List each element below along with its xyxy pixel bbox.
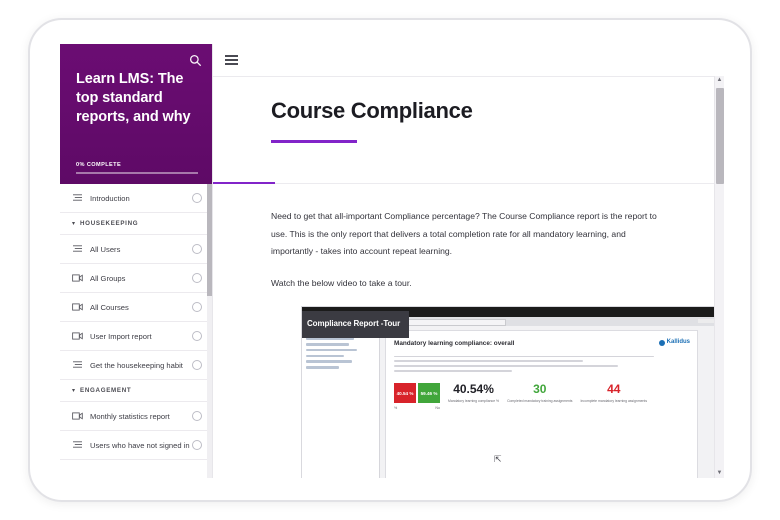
text-lines-icon xyxy=(72,356,83,374)
kallidus-logo xyxy=(659,336,690,348)
sidebar-item-label: User Import report xyxy=(90,331,152,341)
screen xyxy=(60,44,724,478)
sidebar-item-user-import-report[interactable] xyxy=(60,322,212,351)
completion-circle xyxy=(192,360,202,370)
report-tree-panel xyxy=(302,326,380,478)
progress-track xyxy=(76,172,198,174)
video-embed[interactable] xyxy=(301,306,724,478)
course-title: Learn LMS: The top standard reports, and why xyxy=(76,71,191,126)
sidebar-item-label: Monthly statistics report xyxy=(90,411,170,421)
report-panel xyxy=(385,330,698,478)
completion-circle xyxy=(192,273,202,283)
bar-axis-label-2: No xyxy=(435,406,440,411)
sidebar-item-label: Get the housekeeping habit xyxy=(90,360,183,370)
report-heading: Mandatory learning compliance: overall xyxy=(394,340,515,348)
sidebar-nav xyxy=(60,184,212,460)
body-paragraph-2: Watch the below video to take a tour. xyxy=(271,277,412,288)
content-scrollbar[interactable] xyxy=(714,76,724,478)
sidebar-item-label: Users who have not signed in xyxy=(90,440,190,450)
completion-circle xyxy=(192,302,202,312)
sidebar-item-all-groups[interactable] xyxy=(60,264,212,293)
page-title: Course Compliance xyxy=(271,98,473,123)
stat-incomplete xyxy=(580,383,647,404)
sidebar-item-monthly-statistics-report[interactable] xyxy=(60,402,212,431)
report-stats-row xyxy=(394,383,689,412)
body-paragraph-1: Need to get that all-important Compliance percentage? The Course Compliance report is the report to use. This is the only report that delivers a total completion rate for all mandatory learning, and importantly - takes into account repeat learning. xyxy=(271,211,657,257)
chevron-down-icon: ▾ xyxy=(72,221,76,227)
completion-circle xyxy=(192,411,202,421)
stat-value: 30 xyxy=(533,382,547,397)
sidebar-item-label: All Groups xyxy=(90,273,126,283)
course-sidebar xyxy=(60,44,212,478)
stat-compliance-percent xyxy=(448,383,499,404)
stat-caption: Incomplete mandatory learning assignments xyxy=(580,399,648,404)
completion-circle xyxy=(192,331,202,341)
tablet-frame xyxy=(28,18,752,502)
video-title-tooltip: Compliance Report -Tour xyxy=(301,311,409,337)
title-underline xyxy=(271,140,357,143)
content-scrollbar-thumb[interactable] xyxy=(716,88,724,184)
content-topbar xyxy=(213,44,724,77)
completion-circle xyxy=(192,244,202,254)
sidebar-header xyxy=(60,44,212,184)
mouse-cursor-icon: ⇱ xyxy=(494,454,502,464)
embedded-app xyxy=(302,326,724,478)
bar-compliant: 59.46 % xyxy=(418,383,440,403)
bar-noncompliant: 40.54 % xyxy=(394,383,416,403)
sidebar-section-housekeeping[interactable] xyxy=(60,213,212,235)
sidebar-section-engagement[interactable] xyxy=(60,380,212,402)
kallidus-wordmark: Kallidus xyxy=(666,339,690,346)
video-icon xyxy=(72,269,83,287)
video-icon xyxy=(72,407,83,425)
sidebar-item-label: Introduction xyxy=(90,193,130,203)
sidebar-item-all-courses[interactable] xyxy=(60,293,212,322)
sidebar-item-all-users[interactable] xyxy=(60,235,212,264)
stat-completed xyxy=(507,383,572,404)
main-content xyxy=(212,44,724,478)
completion-circle xyxy=(192,440,202,450)
chevron-down-icon: ▾ xyxy=(72,388,76,394)
stat-value: 44 xyxy=(607,382,621,397)
sidebar-item-introduction[interactable] xyxy=(60,184,212,213)
sidebar-section-label: ENGAGEMENT xyxy=(80,387,132,394)
bar-axis-label-1: % xyxy=(394,406,398,411)
stat-caption: Mandatory learning compliance % xyxy=(448,399,500,404)
page-header xyxy=(213,76,724,184)
scroll-up-arrow-icon[interactable]: ▲ xyxy=(716,77,723,83)
sidebar-section-label: HOUSEKEEPING xyxy=(80,220,139,227)
completion-circle xyxy=(192,193,202,203)
sidebar-item-users-not-signed-in[interactable] xyxy=(60,431,212,460)
scroll-down-arrow-icon[interactable]: ▼ xyxy=(716,470,723,476)
content-scroll-area xyxy=(213,76,724,478)
sidebar-item-housekeeping-habit[interactable] xyxy=(60,351,212,380)
text-lines-icon xyxy=(72,189,83,207)
header-accent-bar xyxy=(213,182,275,184)
progress-label: 0% COMPLETE xyxy=(76,162,122,168)
page-body xyxy=(213,184,724,478)
video-icon xyxy=(72,298,83,316)
search-icon[interactable] xyxy=(189,54,202,67)
compliance-bars xyxy=(394,383,440,412)
stat-caption: Completed mandatory training assignments xyxy=(507,399,573,404)
text-lines-icon xyxy=(72,436,83,454)
sidebar-item-label: All Users xyxy=(90,244,121,254)
sidebar-item-label: All Courses xyxy=(90,302,129,312)
course-progress xyxy=(76,162,198,174)
stat-value: 40.54% xyxy=(453,382,494,397)
hamburger-icon[interactable] xyxy=(225,55,238,65)
text-lines-icon xyxy=(72,240,83,258)
video-icon xyxy=(72,327,83,345)
kallidus-mark-icon xyxy=(659,340,665,346)
